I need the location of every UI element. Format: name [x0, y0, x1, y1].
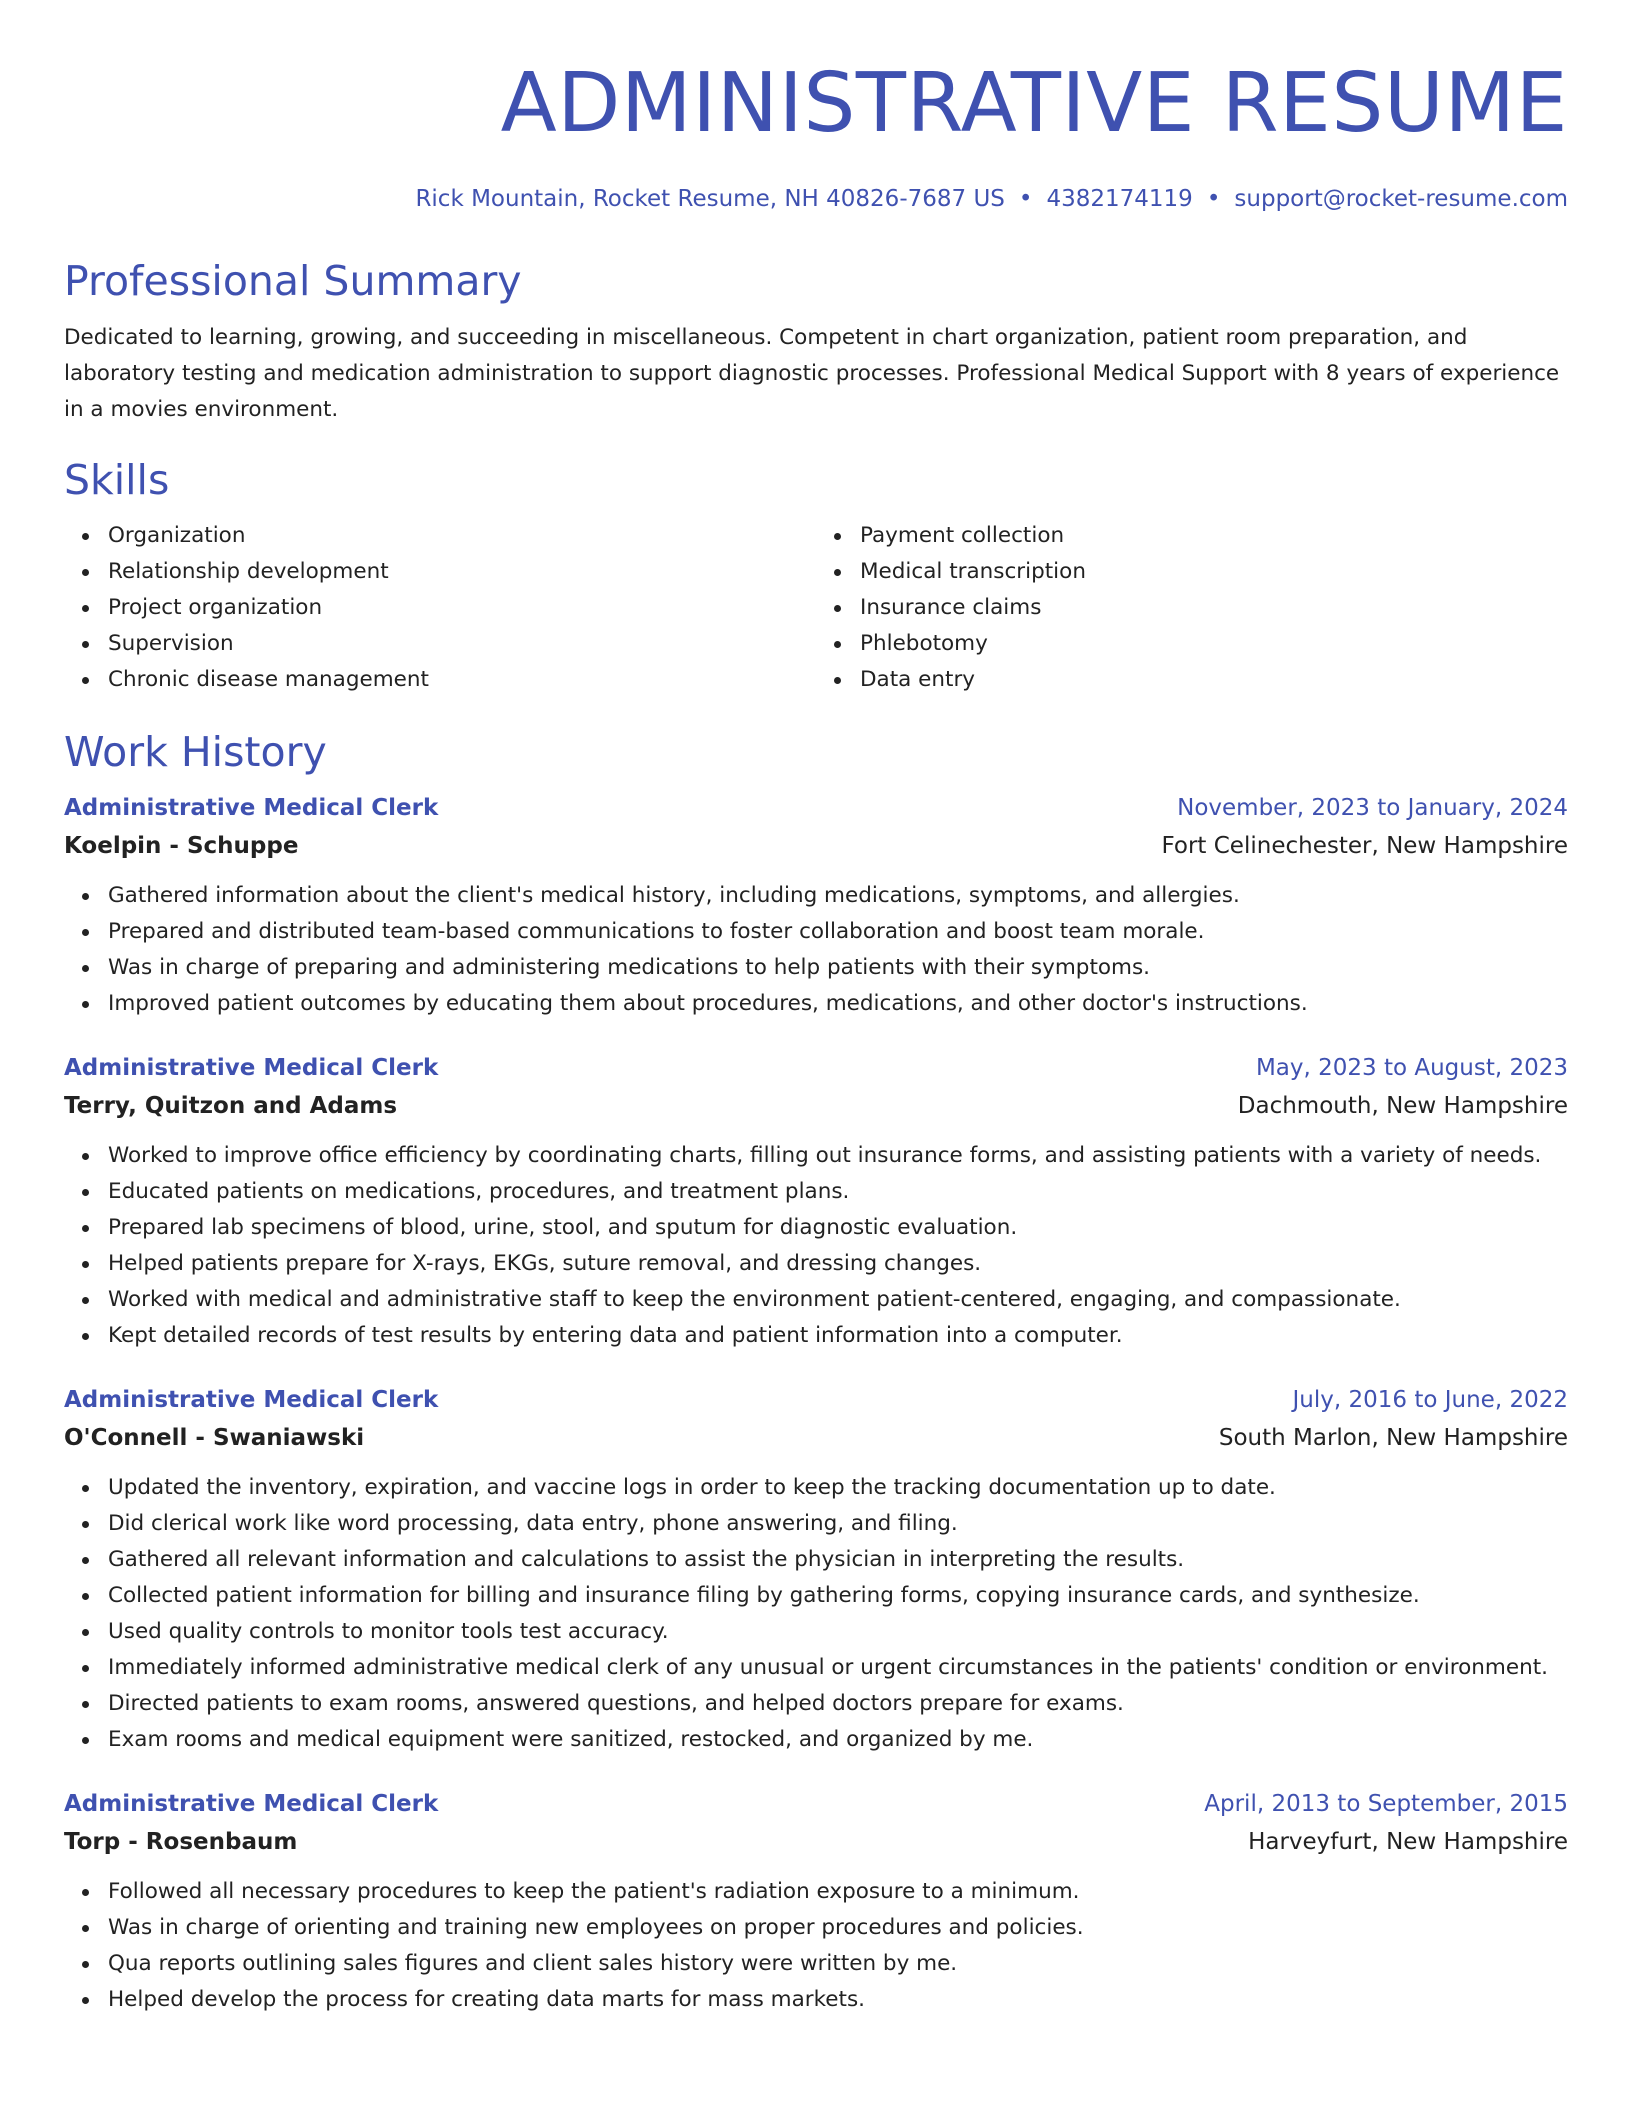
contact-phone: 4382174119: [1046, 186, 1193, 212]
skills-column-right: [816, 518, 1568, 698]
resume-header: [64, 0, 1568, 214]
job-bullet: Followed all necessary procedures to keep the patient's radiation exposure to a minimum.: [108, 1874, 1568, 1910]
job-bullet: Qua reports outlining sales figures and client sales history were written by me.: [108, 1946, 1568, 1982]
job-bullets: [64, 878, 1568, 1022]
job-bullet: Helped develop the process for creating data marts for mass markets.: [108, 1982, 1568, 2018]
contact-email: support@rocket-resume.com: [1234, 186, 1568, 212]
summary-text: Dedicated to learning, growing, and succeeding in miscellaneous. Competent in chart organization, patient room preparation, and laboratory testing and medication administration to support diagnostic processes. Professional Medical Support with 8 years of experience in a movies environment.: [64, 325, 1560, 422]
job-company-row: [64, 826, 1568, 866]
skill-item: Relationship development: [108, 554, 816, 590]
job-company-row: [64, 1822, 1568, 1862]
job-location: South Marlon, New Hampshire: [1218, 1425, 1568, 1451]
skills-column-left: [64, 518, 816, 698]
job-bullet: Prepared lab specimens of blood, urine, stool, and sputum for diagnostic evaluation.: [108, 1210, 1568, 1246]
job-title-row: [64, 1382, 1568, 1418]
job-company: O'Connell - Swaniawski: [64, 1425, 365, 1451]
job-bullets: [64, 1470, 1568, 1758]
summary-heading: Professional Summary: [64, 257, 522, 305]
job-dates: April, 2013 to September, 2015: [1204, 1791, 1568, 1817]
contact-line: [64, 184, 1568, 214]
job-bullets: [64, 1138, 1568, 1354]
job-bullets: [64, 1874, 1568, 2018]
skill-item: Data entry: [860, 662, 1568, 698]
skill-item: Medical transcription: [860, 554, 1568, 590]
job-bullet: Gathered all relevant information and calculations to assist the physician in interpreting the results.: [108, 1542, 1568, 1578]
contact-address: Rick Mountain, Rocket Resume, NH 40826-7687 US: [415, 186, 1005, 212]
skill-item: Payment collection: [860, 518, 1568, 554]
job-bullet: Used quality controls to monitor tools test accuracy.: [108, 1614, 1568, 1650]
skill-item: Insurance claims: [860, 590, 1568, 626]
job-location: Fort Celinechester, New Hampshire: [1161, 833, 1568, 859]
job-title: Administrative Medical Clerk: [64, 1387, 439, 1413]
job-title: Administrative Medical Clerk: [64, 1055, 439, 1081]
job-title-row: [64, 1050, 1568, 1086]
job-company-row: [64, 1086, 1568, 1126]
job-bullet: Worked to improve office efficiency by coordinating charts, filling out insurance forms, and assisting patients with a variety of needs.: [108, 1138, 1568, 1174]
job-title: Administrative Medical Clerk: [64, 795, 439, 821]
job-bullet: Improved patient outcomes by educating them about procedures, medications, and other doctor's instructions.: [108, 986, 1568, 1022]
job-entry: [64, 1382, 1568, 1758]
document-title: ADMINISTRATIVE RESUME: [500, 56, 1568, 151]
job-company-row: [64, 1418, 1568, 1458]
work-history-heading: Work History: [64, 728, 327, 776]
skill-item: Project organization: [108, 590, 816, 626]
job-bullet: Educated patients on medications, procedures, and treatment plans.: [108, 1174, 1568, 1210]
skill-item: Organization: [108, 518, 816, 554]
job-bullet: Collected patient information for billing and insurance filing by gathering forms, copying insurance cards, and synthesize.: [108, 1578, 1568, 1614]
job-bullet: Exam rooms and medical equipment were sanitized, restocked, and organized by me.: [108, 1722, 1568, 1758]
job-company: Terry, Quitzon and Adams: [64, 1093, 398, 1119]
job-company: Koelpin - Schuppe: [64, 833, 299, 859]
job-title-row: [64, 1786, 1568, 1822]
job-bullet: Gathered information about the client's medical history, including medications, symptoms, and allergies.: [108, 878, 1568, 914]
job-bullet: Kept detailed records of test results by entering data and patient information into a computer.: [108, 1318, 1568, 1354]
job-dates: July, 2016 to June, 2022: [1292, 1387, 1568, 1413]
job-bullet: Did clerical work like word processing, data entry, phone answering, and filing.: [108, 1506, 1568, 1542]
skill-item: Supervision: [108, 626, 816, 662]
skills-heading: Skills: [64, 456, 170, 504]
skill-item: Chronic disease management: [108, 662, 816, 698]
job-bullet: Prepared and distributed team-based communications to foster collaboration and boost team morale.: [108, 914, 1568, 950]
job-location: Harveyfurt, New Hampshire: [1248, 1829, 1568, 1855]
job-bullet: Directed patients to exam rooms, answered questions, and helped doctors prepare for exams.: [108, 1686, 1568, 1722]
job-title-row: [64, 790, 1568, 826]
job-bullet: Was in charge of orienting and training new employees on proper procedures and policies.: [108, 1910, 1568, 1946]
job-bullet: Immediately informed administrative medical clerk of any unusual or urgent circumstances in the patients' condition or environment.: [108, 1650, 1568, 1686]
job-entry: [64, 790, 1568, 1022]
job-bullet: Was in charge of preparing and administering medications to help patients with their symptoms.: [108, 950, 1568, 986]
job-title: Administrative Medical Clerk: [64, 1791, 439, 1817]
skill-item: Phlebotomy: [860, 626, 1568, 662]
job-entry: [64, 1050, 1568, 1354]
job-dates: May, 2023 to August, 2023: [1255, 1055, 1568, 1081]
skills-list: [64, 518, 1568, 698]
job-location: Dachmouth, New Hampshire: [1237, 1093, 1568, 1119]
job-company: Torp - Rosenbaum: [64, 1829, 298, 1855]
contact-separator: •: [1206, 186, 1221, 212]
job-bullet: Updated the inventory, expiration, and vaccine logs in order to keep the tracking documentation up to date.: [108, 1470, 1568, 1506]
job-dates: November, 2023 to January, 2024: [1177, 795, 1568, 821]
job-entry: [64, 1786, 1568, 2018]
contact-separator: •: [1018, 186, 1033, 212]
job-bullet: Worked with medical and administrative staff to keep the environment patient-centered, engaging, and compassionate.: [108, 1282, 1568, 1318]
job-bullet: Helped patients prepare for X-rays, EKGs, suture removal, and dressing changes.: [108, 1246, 1568, 1282]
